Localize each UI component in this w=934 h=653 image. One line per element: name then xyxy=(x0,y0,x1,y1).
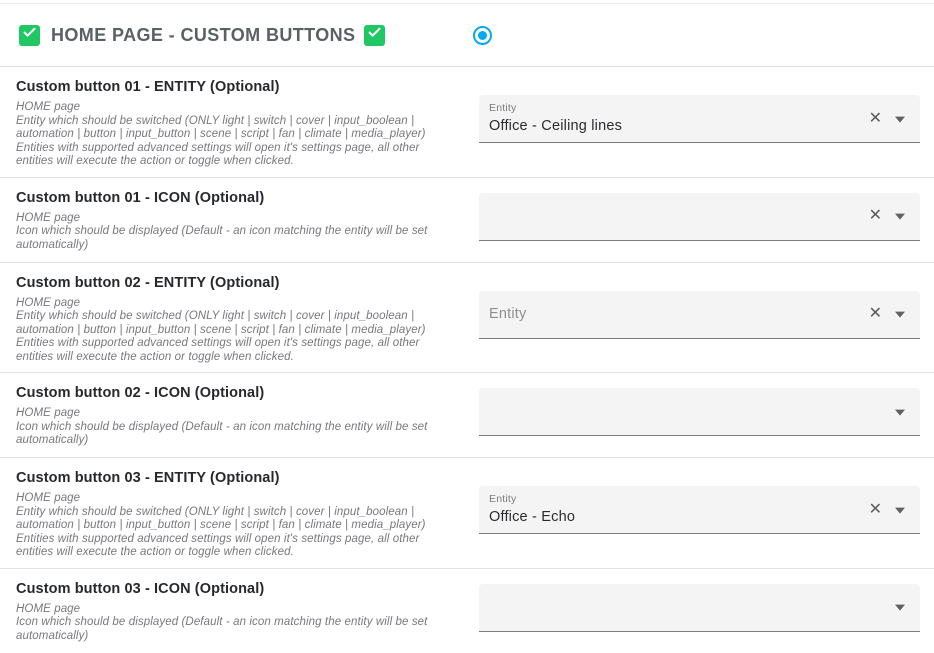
setting-description-line: HOME page xyxy=(16,101,81,113)
setting-heading: Custom button 01 - ICON (Optional) xyxy=(16,189,265,206)
dropdown-caret-icon[interactable] xyxy=(895,605,905,611)
setting-heading: Custom button 03 - ICON (Optional) xyxy=(16,580,265,597)
field-label: Entity xyxy=(489,493,517,505)
setting-description-line: HOME page xyxy=(16,407,81,419)
checkmark-icon xyxy=(367,25,382,45)
setting-description-line: HOME page xyxy=(16,602,81,615)
field-value: Office - Echo xyxy=(489,509,576,525)
setting-description-line: HOME page xyxy=(16,296,81,309)
section-checkbox-right[interactable] xyxy=(364,25,385,46)
field-value: Office - Ceiling lines xyxy=(489,118,623,134)
setting-description-line: Entity which should be switched (ONLY light | switch | cover | input_boolean | automation | button | input_button | scene | script | fan | climate | media_player) xyxy=(16,310,426,336)
setting-description-line: Icon which should be displayed (Default - an icon matching the entity will be set automatically) xyxy=(16,616,428,642)
setting-text xyxy=(16,579,462,645)
setting-row-button02-icon xyxy=(0,372,934,457)
page-title: HOME PAGE - CUSTOM BUTTONS xyxy=(51,24,356,45)
checkmark-icon xyxy=(22,25,37,45)
section-radio-button[interactable] xyxy=(473,26,492,45)
dropdown-caret-icon[interactable] xyxy=(895,409,905,415)
setting-row-button03-entity xyxy=(0,457,934,568)
setting-text xyxy=(16,77,462,169)
icon-select-field[interactable] xyxy=(479,388,920,436)
setting-heading: Custom button 01 - ENTITY (Optional) xyxy=(16,79,280,95)
dropdown-caret-icon[interactable] xyxy=(895,116,905,122)
setting-row-button01-entity xyxy=(0,66,934,177)
clear-icon[interactable]: ✕ xyxy=(868,207,882,224)
clear-icon[interactable]: ✕ xyxy=(868,109,882,127)
setting-row-button01-icon xyxy=(0,177,934,262)
setting-text xyxy=(16,188,462,254)
dropdown-caret-icon[interactable] xyxy=(895,507,905,513)
setting-description-line: HOME page xyxy=(16,211,81,224)
icon-select-field[interactable] xyxy=(479,193,920,241)
clear-icon[interactable]: ✕ xyxy=(868,305,882,322)
setting-row-button03-icon xyxy=(0,568,934,653)
setting-heading: Custom button 03 - ENTITY (Optional) xyxy=(16,470,280,486)
radio-dot-icon xyxy=(478,31,487,40)
setting-heading: Custom button 02 - ICON (Optional) xyxy=(16,385,265,401)
entity-select-field[interactable] xyxy=(479,95,920,143)
setting-text xyxy=(16,383,462,449)
entity-select-field[interactable] xyxy=(479,291,920,339)
dropdown-caret-icon[interactable] xyxy=(895,312,905,318)
setting-description-line: Entity which should be switched (ONLY light | switch | cover | input_boolean | automation | button | input_button | scene | script | fan | climate | media_player) xyxy=(16,114,426,140)
setting-row-button02-entity xyxy=(0,262,934,373)
setting-description-line: HOME page xyxy=(16,492,81,504)
icon-select-field[interactable] xyxy=(479,584,920,632)
setting-description-line: Entities with supported advanced settings will open it's settings page, all other entities will execute the action or toggle when clicked. xyxy=(16,337,420,363)
field-label: Entity xyxy=(489,102,517,114)
dropdown-caret-icon[interactable] xyxy=(895,214,905,220)
setting-description-line: Icon which should be displayed (Default - an icon matching the entity will be set automatically) xyxy=(16,225,428,251)
setting-text xyxy=(16,273,462,365)
setting-text xyxy=(16,468,462,560)
entity-select-field[interactable] xyxy=(479,486,920,534)
field-placeholder: Entity xyxy=(489,306,527,322)
setting-heading: Custom button 02 - ENTITY (Optional) xyxy=(16,274,280,291)
section-checkbox-left[interactable] xyxy=(19,25,40,46)
clear-icon[interactable]: ✕ xyxy=(868,500,882,518)
setting-description-line: Entity which should be switched (ONLY light | switch | cover | input_boolean | automation | button | input_button | scene | script | fan | climate | media_player) xyxy=(16,505,426,531)
setting-description-line: Entities with supported advanced settings will open it's settings page, all other entities will execute the action or toggle when clicked. xyxy=(16,532,420,558)
setting-description-line: Entities with supported advanced settings will open it's settings page, all other entities will execute the action or toggle when clicked. xyxy=(16,141,420,167)
section-header xyxy=(0,4,934,66)
setting-description-line: Icon which should be displayed (Default - an icon matching the entity will be set automatically) xyxy=(16,420,428,446)
